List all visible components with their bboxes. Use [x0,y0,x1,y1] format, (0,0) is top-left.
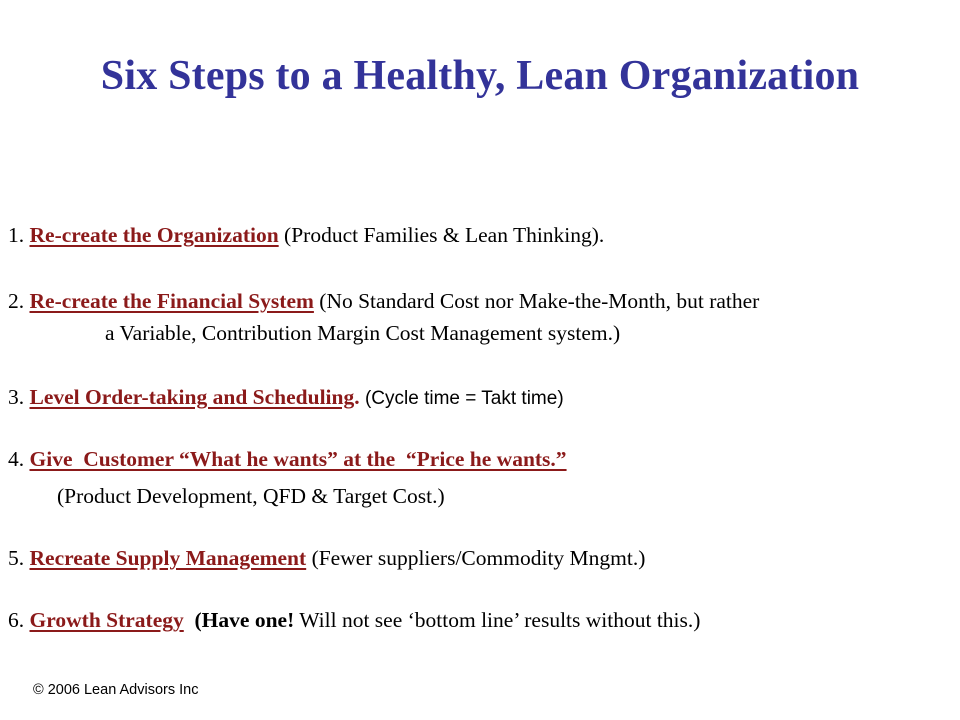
step-2-continuation: a Variable, Contribution Margin Cost Management system.) [105,321,621,345]
step-2-text: (No Standard Cost nor Make-the-Month, but rather [313,289,760,313]
step-3-link[interactable]: Level Order-taking and Scheduling [29,385,355,409]
step-4-continuation: (Product Development, QFD & Target Cost.) [57,484,445,508]
step-5-number: 5. [8,546,30,570]
step-6-bold-text: (Have one! [194,608,295,632]
step-1-number: 1. [8,223,30,247]
step-4 [8,446,567,472]
step-5-text: (Fewer suppliers/Commodity Mngmt.) [306,546,646,570]
step-5-link[interactable]: Recreate Supply Management [29,546,307,570]
slide-title: Six Steps to a Healthy, Lean Organization [100,53,860,99]
step-3-text: (Cycle time = Takt time) [364,388,564,409]
step-1 [8,222,604,248]
step-3-number: 3. [8,385,30,409]
step-6-number: 6. [8,608,30,632]
step-6-text: Will not see ‘bottom line’ results without this.) [294,608,701,632]
step-2 [8,288,759,314]
step-2-number: 2. [8,289,30,313]
step-2-link[interactable]: Re-create the Financial System [29,289,314,313]
step-6-link[interactable]: Growth Strategy [29,608,184,632]
step-1-link[interactable]: Re-create the Organization [29,223,279,247]
copyright-footer: © 2006 Lean Advisors Inc [33,682,199,698]
step-5 [8,545,645,571]
step-3-separator: . [354,385,365,409]
step-6 [8,607,700,633]
step-4-link[interactable]: Give Customer “What he wants” at the “Price he wants.” [29,447,567,471]
step-6-separator [184,608,195,632]
step-3 [8,384,564,412]
step-1-text: (Product Families & Lean Thinking). [278,223,605,247]
step-4-number: 4. [8,447,30,471]
